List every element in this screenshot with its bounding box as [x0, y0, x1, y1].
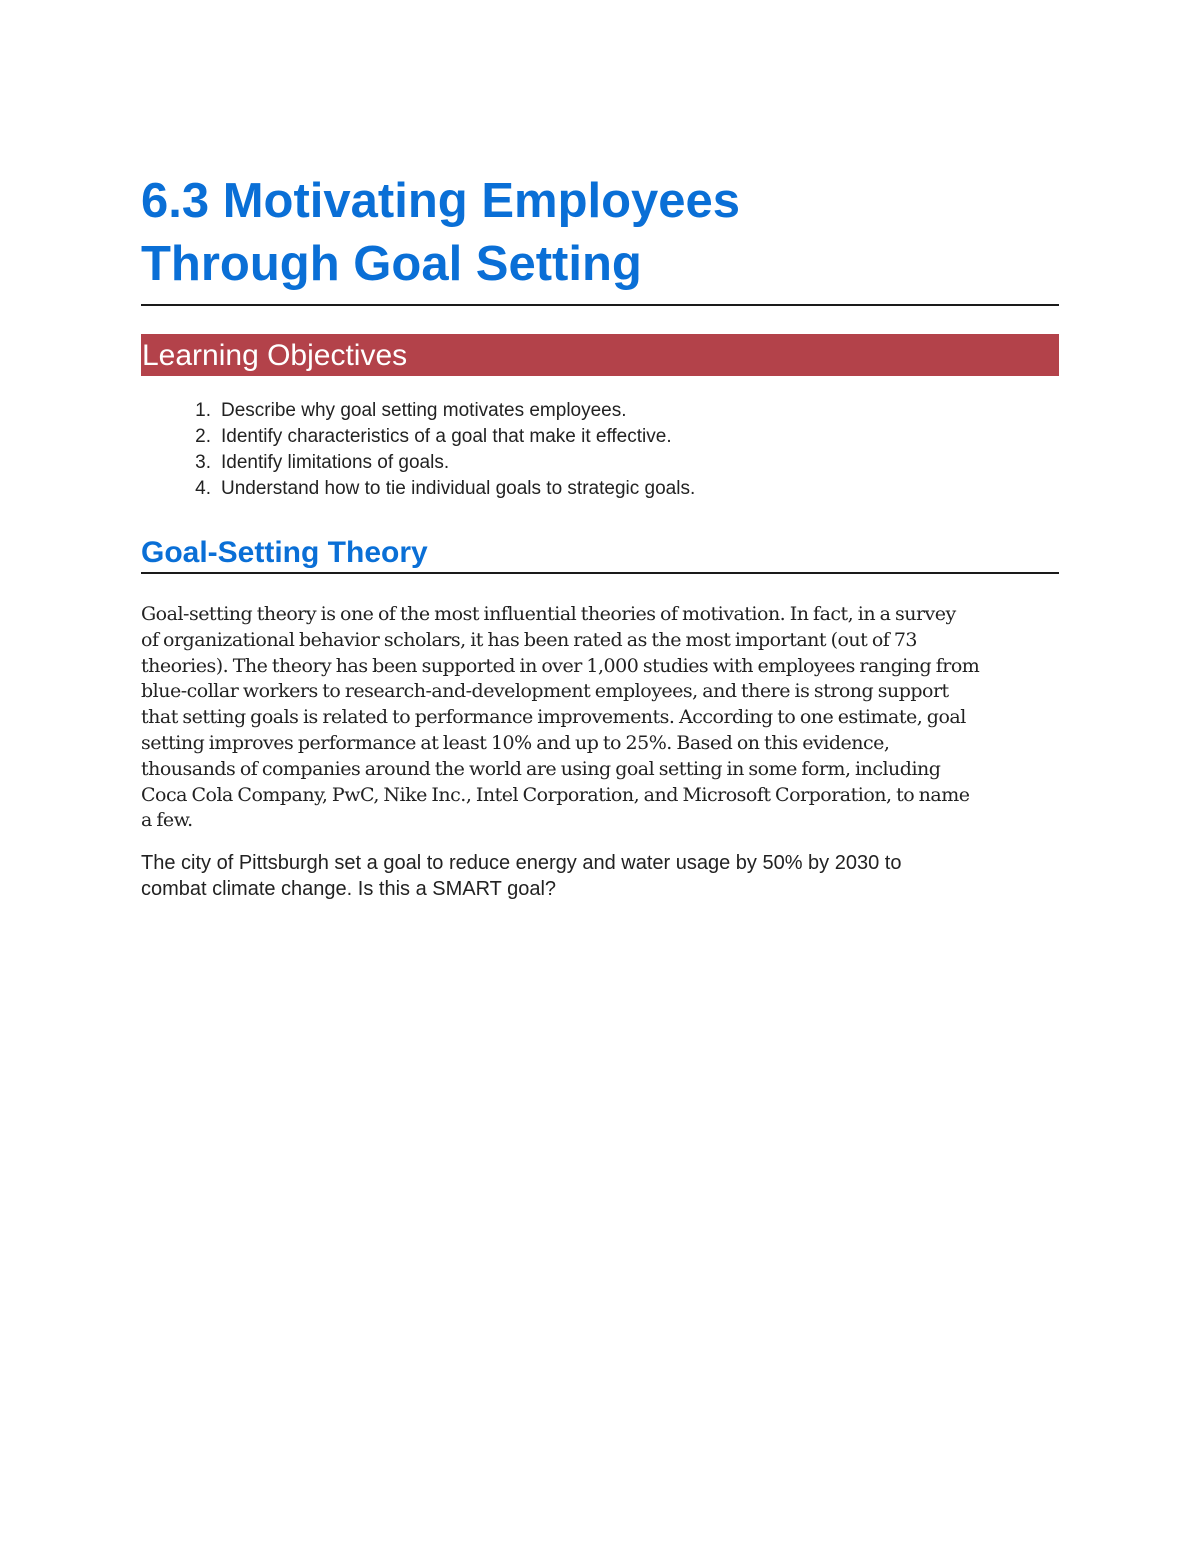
- paragraph-line: that setting goals is related to performance improvements. According to one estimate, goal: [141, 706, 966, 729]
- objective-text: Identify characteristics of a goal that make it effective.: [221, 426, 672, 447]
- paragraph-line: The city of Pittsburgh set a goal to reduce energy and water usage by 50% by 2030 to: [141, 852, 902, 875]
- learning-objectives-list: [141, 398, 1059, 502]
- paragraph-line: thousands of companies around the world are using goal setting in some form, including: [141, 757, 941, 780]
- page-title: [141, 170, 1059, 296]
- paragraph-line: a few.: [141, 809, 193, 832]
- objective-item: [141, 424, 1059, 450]
- learning-objectives-banner: [141, 334, 1059, 376]
- body-paragraph-1: [141, 602, 1059, 834]
- objective-text: Identify limitations of goals.: [221, 452, 450, 473]
- objective-item: [141, 450, 1059, 476]
- paragraph-line: of organizational behavior scholars, it has been rated as the most important (out of 73: [141, 628, 918, 651]
- objective-item: [141, 398, 1059, 424]
- paragraph-line: Coca Cola Company, PwC, Nike Inc., Intel Corporation, and Microsoft Corporation, to name: [141, 783, 970, 806]
- paragraph-line: Goal-setting theory is one of the most influential theories of motivation. In fact, in a survey: [141, 603, 956, 625]
- objective-text: Understand how to tie individual goals to strategic goals.: [221, 478, 696, 499]
- section-heading-goal-setting-theory: Goal-Setting Theory: [141, 536, 428, 569]
- objective-item: [141, 476, 1059, 502]
- paragraph-line: setting improves performance at least 10% and up to 25%. Based on this evidence,: [141, 731, 890, 754]
- paragraph-line: theories). The theory has been supported in over 1,000 studies with employees ranging from: [141, 654, 980, 677]
- objective-number: 3.: [195, 452, 211, 473]
- objective-number: 4.: [195, 478, 211, 499]
- paragraph-line: blue-collar workers to research-and-development employees, and there is strong support: [141, 680, 949, 703]
- title-divider: [141, 304, 1059, 306]
- page-title-line-2: Through Goal Setting: [141, 237, 642, 291]
- objective-number: 2.: [195, 426, 211, 447]
- paragraph-line: combat climate change. Is this a SMART goal?: [141, 878, 557, 901]
- document-page: [141, 170, 1059, 902]
- objective-number: 1.: [195, 400, 211, 421]
- section-divider: [141, 572, 1059, 574]
- objective-text: Describe why goal setting motivates employees.: [221, 400, 627, 421]
- body-paragraph-2: [141, 850, 1059, 902]
- learning-objectives-heading: Learning Objectives: [142, 339, 408, 372]
- page-title-line-1: 6.3 Motivating Employees: [141, 174, 741, 228]
